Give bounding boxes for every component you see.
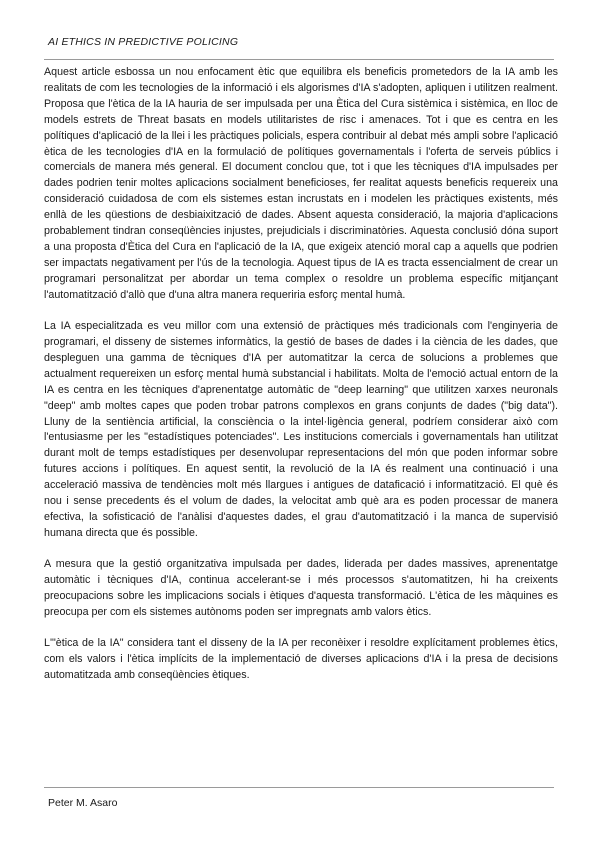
article-body [44, 65, 558, 700]
body-paragraph-4: L'"ètica de la IA" considera tant el disseny de la IA per reconèixer i resoldre explícitament problemes ètics, com els valors i l'ètica implícits de la implementació de diverses aplicacions d'IA i la presa de decisions automatitzada amb conseqüències ètiques. [44, 637, 558, 682]
running-footer-author: Peter M. Asaro [48, 797, 118, 809]
header-divider [44, 59, 554, 60]
footer-divider [44, 787, 554, 788]
running-header-title: AI ETHICS IN PREDICTIVE POLICING [48, 36, 239, 48]
body-paragraph-1: Aquest article esbossa un nou enfocament ètic que equilibra els beneficis prometedors de la IA amb les realitats de com les tecnologies de la informació i els algorismes d'IA s'adopten, apliquen i utilitzen realment. Proposa que l'ètica de la IA hauria de ser impulsada per una Ètica del Cura sistèmica i sistèmica, en lloc de models estrets de Threat basats en models utilitaristes de risc i amenaces. Tot i que es centra en les polítiques d'aplicació de la llei i les pràctiques policials, espera contribuir al debat més ampli sobre l'aplicació ètica de les tecnologies d'IA en la formulació de polítiques governamentals i l'oferta de serveis públics i comercials de manera més general. El document conclou que, tot i que les tècniques d'IA impulsades per dades podrien tenir moltes aplicacions socialment beneficioses, fer realitat aquests beneficis requereix una consideració cuidadosa de com els sistemes estan incrustats en i modelen les pràctiques existents, més enllà de les qüestions de desbiaixització de dades. Absent aquesta consideració, la majoria d'aplicacions probablement tindran conseqüències injustes, prejudicials i discriminatòries. Aquesta conclusió dóna suport a una proposta d'Ètica del Cura en l'aplicació de la IA, que exigeix atenció moral cap a aquells que podrien ser impactats negativament per l'ús de la tecnologia. Aquest tipus de IA es tracta essencialment de crear un programari personalitzat per abordar un tema complex o resoldre un problema específic mitjançant l'automatització d'allò que d'una altra manera requeriria esforç mental humà. [44, 66, 558, 301]
body-paragraph-3: A mesura que la gestió organitzativa impulsada per dades, liderada per dades massives, aprenentatge automàtic i tècniques d'IA, continua accelerant-se i més processos s'automatitzen, hi ha creixents preocupacions sobre les implicacions socials i ètiques d'aquesta transformació. L'ètica de les màquines es preocupa per com els sistemes autònoms poden ser impregnats amb valors ètics. [44, 558, 558, 618]
body-paragraph-2: La IA especialitzada es veu millor com una extensió de pràctiques més tradicionals com l'enginyeria de programari, el disseny de sistemes informàtics, la gestió de bases de dades i la ciència de les dades, que despleguen una gamma de tècniques d'IA per automatitzar la cerca de solucions a problemes que actualment requereixen un esforç mental humà substancial i habilitats. Molta de l'emoció actual entorn de la IA es centra en les tècniques d'aprenentatge automàtic de "deep learning" que utilitzen xarxes neuronals "deep" amb moltes capes que poden trobar patrons complexos en grans conjunts de dades ("big data"). Lluny de la sentiència artificial, la consciència o la intel·ligència general, podríem considerar això com l'entusiasme per les "estadístiques potenciades". Les institucions comercials i governamentals han utilitzat durant molt de temps estadístiques per desenvolupar representacions del món que poden informar sobre futures accions i polítiques. En aquest sentit, la revolució de la IA és realment una continuació i una acceleració massiva de tendències molt més llargues i antigues de dataficació i informatització. El què és nou i sense precedents és el volum de dades, la velocitat amb què ara es poden processar de manera efectiva, la sofisticació de l'anàlisi d'aquestes dades, el grau d'automatització i la manca de supervisió humana directa que és possible. [44, 320, 558, 539]
